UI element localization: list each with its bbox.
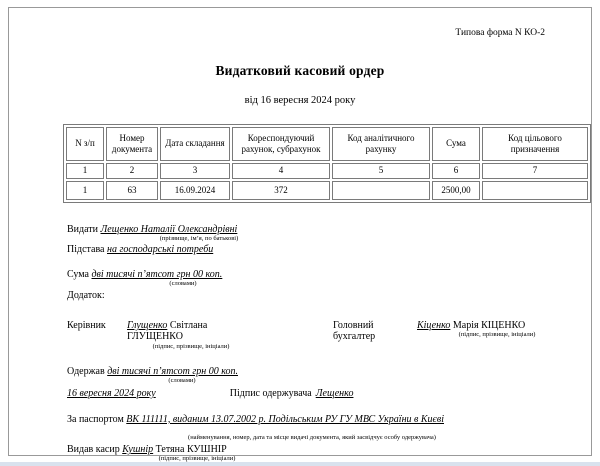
basis-line — [67, 244, 547, 255]
col-header: Номер документа — [106, 127, 158, 161]
cell-sum: 2500,00 — [432, 181, 480, 200]
accountant-signature-script: Кіценко — [417, 319, 451, 331]
passport-value: ВК 111111, виданим 13.07.2002 р. Подільським РУ ГУ МВС України в Києві — [126, 413, 444, 425]
received-value: дві тисячі п’ятсот грн 00 коп. — [107, 366, 238, 378]
col-number: 3 — [160, 163, 230, 179]
issue-to-hint: (прізвище, ім’я, по батькові) — [159, 235, 239, 242]
received-hint: (словами) — [168, 377, 196, 385]
received-label: Одержав — [67, 366, 105, 378]
col-header: Сума — [432, 127, 480, 161]
cell-date: 16.09.2024 — [160, 181, 230, 200]
sum-line — [67, 269, 547, 280]
col-number: 4 — [232, 163, 330, 179]
document-date-subtitle: від 16 вересня 2024 року — [244, 95, 356, 106]
col-header: Дата складання — [160, 127, 230, 161]
recipient-signature-label: Підпис одержувача — [229, 387, 312, 399]
cashier-hint: (підпис, прізвище, ініціали) — [158, 455, 236, 463]
accountant-hint: (підпис, прізвище, ініціали) — [458, 330, 536, 338]
sum-label: Сума — [67, 269, 89, 281]
issue-to-line — [67, 224, 547, 235]
form-body — [67, 224, 547, 464]
cell-row-number: 1 — [66, 181, 104, 200]
col-header: Кореспондуючий рахунок, субрахунок — [232, 127, 330, 161]
issue-to-label: Видати — [67, 224, 99, 235]
attachment-label: Додаток: — [67, 289, 105, 301]
col-number: 7 — [482, 163, 588, 179]
col-number: 6 — [432, 163, 480, 179]
cell-doc-number: 63 — [106, 181, 158, 200]
signatures-row — [67, 320, 547, 351]
cashier-name: Тетяна КУШНІР — [155, 444, 227, 456]
col-number: 5 — [332, 163, 430, 179]
recipient-signature-value: Лещенко — [315, 387, 354, 399]
cell-analytic-code — [332, 181, 430, 200]
director-name: Світлана ГЛУЩЕНКО — [127, 319, 208, 342]
cashier-label: Видав касир — [67, 444, 120, 456]
received-line — [67, 366, 547, 377]
passport-line — [67, 414, 547, 425]
receipt-date-line — [67, 388, 547, 399]
sum-value: дві тисячі п’ятсот грн 00 коп. — [91, 269, 223, 281]
table-header-row — [66, 127, 588, 161]
table-row — [66, 181, 588, 200]
order-table — [63, 124, 591, 203]
cell-purpose-code — [482, 181, 588, 200]
page-title: Видатковий касовий ордер — [215, 63, 385, 78]
chief-accountant-label: Головний бухгалтер — [333, 319, 376, 342]
accountant-name: Марія КІЦЕНКО — [452, 319, 526, 331]
issue-to-value: Лещенко Наталії Олександрівні — [100, 224, 238, 235]
cell-account: 372 — [232, 181, 330, 200]
accountant-signature-block — [417, 320, 577, 339]
receipt-date-value: 16 вересня 2024 року — [67, 387, 156, 399]
director-label: Керівник — [67, 319, 106, 331]
document-page — [8, 7, 592, 463]
cashier-line — [67, 444, 547, 455]
cashier-signature-script: Кушнір — [122, 444, 154, 456]
passport-label: За паспортом — [67, 413, 124, 425]
col-header: Код цільового призначення — [482, 127, 588, 161]
form-code: Типова форма N КО-2 — [455, 28, 545, 38]
basis-label: Підстава — [67, 244, 105, 256]
col-header: Код аналітичного рахунку — [332, 127, 430, 161]
passport-hint: (найменування, номер, дата та місце видачі документа, який засвідчує особу одержувача) — [188, 433, 436, 441]
director-signature-script: Глущенко — [127, 319, 168, 331]
column-number-row — [66, 163, 588, 179]
col-number: 1 — [66, 163, 104, 179]
accountant-signature — [417, 320, 577, 331]
col-number: 2 — [106, 163, 158, 179]
sum-hint: (словами) — [169, 280, 197, 288]
col-header: N з/п — [66, 127, 104, 161]
director-signature-block — [127, 320, 255, 351]
window-edge-strip — [0, 462, 600, 466]
director-signature — [127, 320, 255, 342]
director-hint: (підпис, прізвище, ініціали) — [152, 342, 230, 350]
basis-value: на господарські потреби — [107, 244, 214, 256]
